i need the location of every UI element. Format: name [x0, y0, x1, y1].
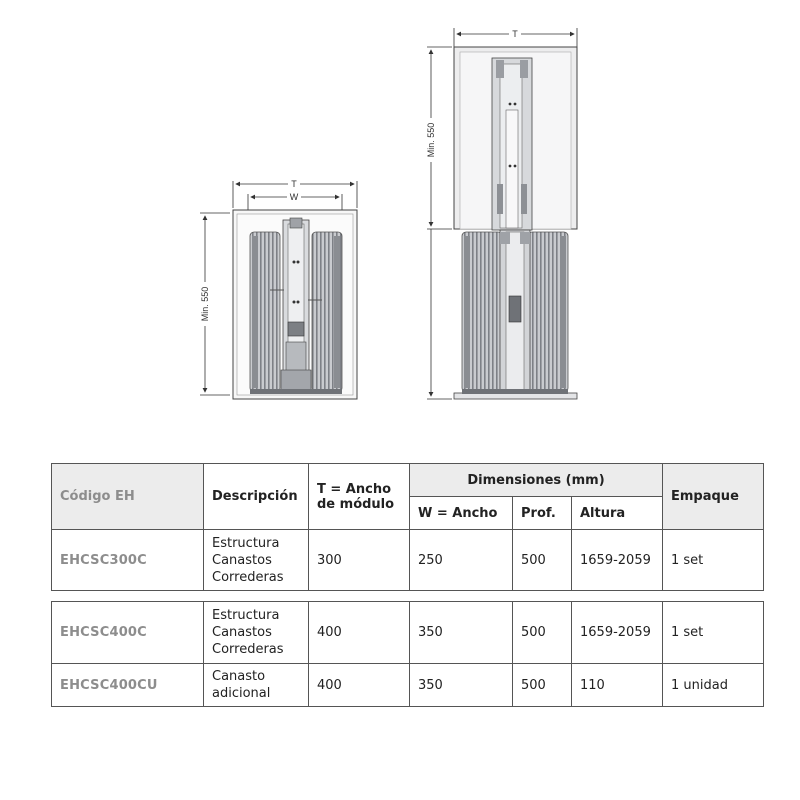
- row-description-line: adicional: [212, 686, 271, 701]
- header-module-width-line1: T = Ancho: [317, 481, 392, 497]
- row-height: 1659-2059: [572, 602, 663, 664]
- right-t-label: T: [512, 29, 518, 39]
- header-width: W = Ancho: [410, 497, 513, 530]
- row-packaging: 1 unidad: [663, 664, 764, 707]
- row-height: 1659-2059: [572, 530, 663, 591]
- table-row: [52, 530, 764, 591]
- row-description: [204, 530, 309, 591]
- row-depth: 500: [513, 664, 572, 707]
- header-packaging: Empaque: [663, 464, 764, 530]
- row-description: [204, 602, 309, 664]
- left-w-label: W: [289, 192, 299, 202]
- row-description-line: Canastos: [212, 625, 272, 640]
- header-module-width: [309, 464, 410, 530]
- row-packaging: 1 set: [663, 602, 764, 664]
- row-module-width: 400: [309, 602, 410, 664]
- row-description-line: Estructura: [212, 535, 280, 551]
- row-description: [204, 664, 309, 707]
- row-code: EHCSC400CU: [52, 664, 204, 707]
- row-width: 250: [410, 530, 513, 591]
- left-height-label: Min. 550: [200, 286, 210, 322]
- right-height-label: Min. 550: [426, 122, 436, 158]
- row-description-line: Canastos: [212, 552, 272, 568]
- row-description-line: Canasto: [212, 669, 266, 684]
- spec-table-main: [51, 463, 764, 591]
- left-cabinet-drawing: [199, 178, 357, 399]
- left-t-label: T: [291, 179, 297, 189]
- row-width: 350: [410, 664, 513, 707]
- header-dimensions: Dimensiones (mm): [410, 464, 663, 497]
- row-code: EHCSC300C: [52, 530, 204, 591]
- table-row: [52, 664, 764, 707]
- row-code: EHCSC400C: [52, 602, 204, 664]
- row-description-line: Correderas: [212, 569, 284, 585]
- row-height: 110: [572, 664, 663, 707]
- right-cabinet-drawing: [425, 28, 577, 399]
- header-code: [52, 464, 204, 530]
- header-height: Altura: [572, 497, 663, 530]
- header-module-width-line2: de módulo: [317, 496, 395, 512]
- header-depth: Prof.: [513, 497, 572, 530]
- header-description: Descripción: [204, 464, 309, 530]
- row-description-line: Estructura: [212, 608, 280, 623]
- row-module-width: 400: [309, 664, 410, 707]
- row-depth: 500: [513, 530, 572, 591]
- spec-table-secondary: [51, 601, 764, 707]
- row-description-line: Correderas: [212, 642, 284, 657]
- header-code-text: Código EH: [60, 489, 135, 504]
- table-row: [52, 602, 764, 664]
- row-depth: 500: [513, 602, 572, 664]
- row-width: 350: [410, 602, 513, 664]
- row-module-width: 300: [309, 530, 410, 591]
- row-packaging: 1 set: [663, 530, 764, 591]
